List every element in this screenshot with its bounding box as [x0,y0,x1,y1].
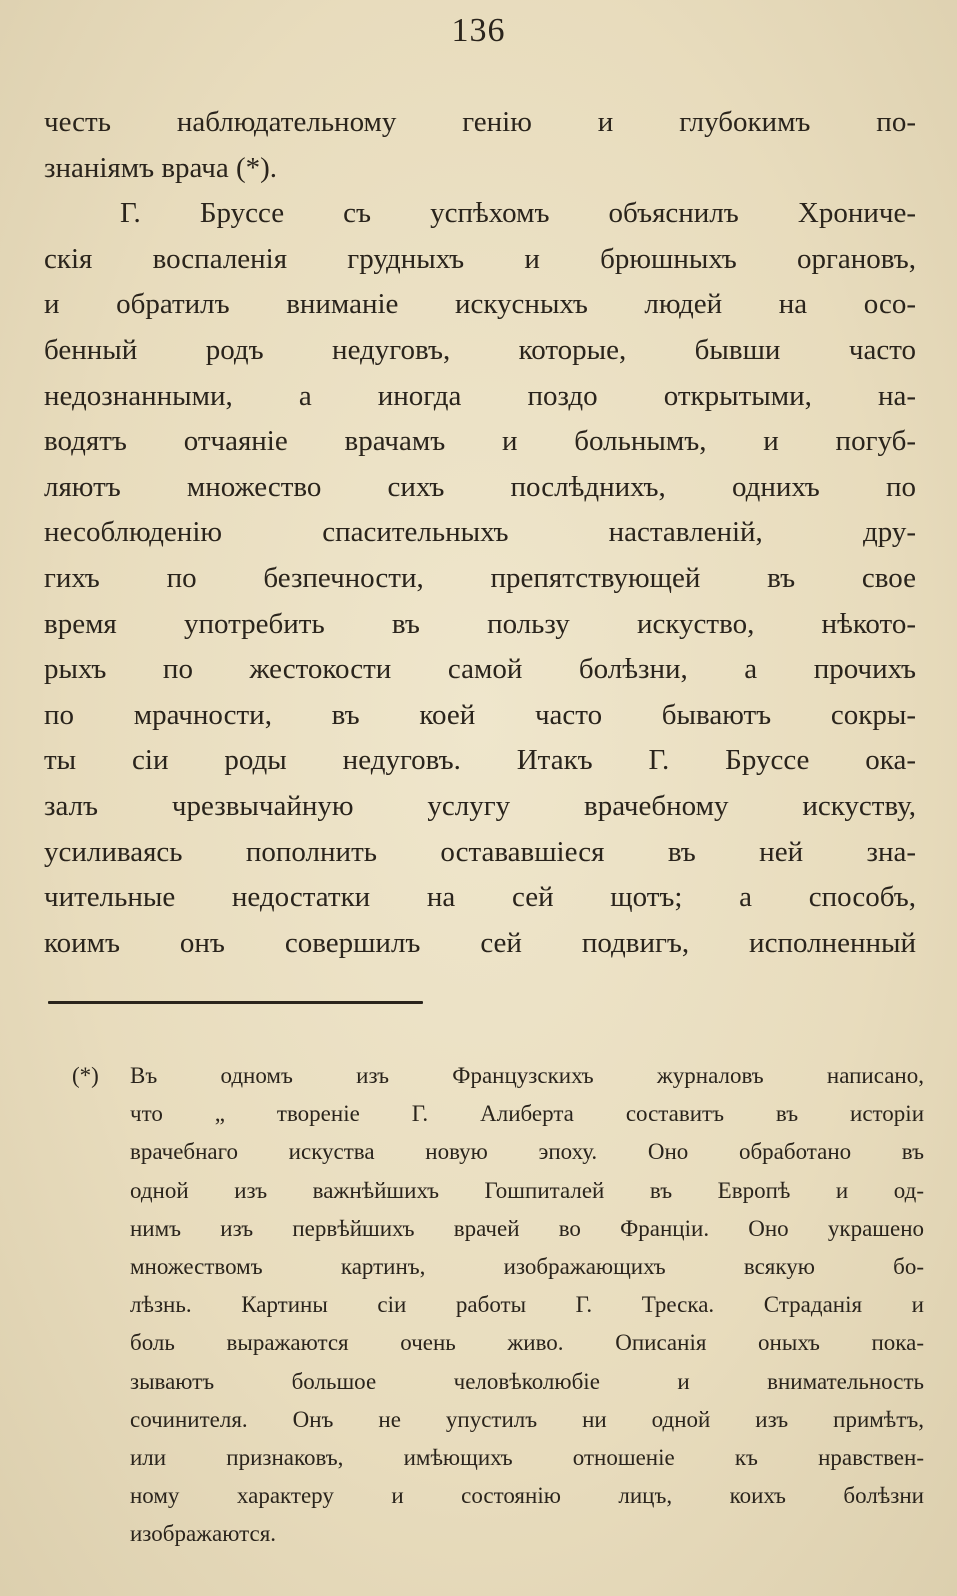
footnote-line: зываютъ большое человѣколюбіе и внимательность [130,1368,924,1394]
body-line: и обратилъ вниманіе искусныхъ людей на осо- [44,288,916,321]
footnote-marker: (*) [72,1063,99,1088]
footnote-line: лѣзнь. Картины сіи работы Г. Треска. Страданія и [130,1292,924,1318]
footnote-line: сочинителя. Онъ не упустилъ ни одной изъ примѣтъ, [130,1406,924,1432]
footnote [72,1057,924,1553]
body-line: гихъ по безпечности, препятствующей въ свое [44,561,916,594]
footnote-line: ному характеру и состоянію лицъ, коихъ болѣзни [130,1483,924,1509]
body-line: бенный родъ недуговъ, которые, бывши часто [44,333,916,366]
body-line: ты сіи роды недуговъ. Итакъ Г. Бруссе ока- [44,744,916,777]
body-line: рыхъ по жестокости самой болѣзни, а прочихъ [44,653,916,686]
footnote-line [72,1057,924,1095]
footnote-line: врачебнаго искуства новую эпоху. Оно обработано въ [130,1139,924,1165]
footnote-divider [48,1001,423,1004]
footnote-line: или признаковъ, имѣющихъ отношеніе къ нравствен- [130,1444,924,1470]
footnote-line: что „ твореніе Г. Aлиберта составитъ въ исторіи [130,1101,924,1127]
footnote-line-text: Въ одномъ изъ Французскихъ журналовъ написано, [130,1063,924,1088]
body-text [44,100,916,966]
body-line: по мрачности, въ коей часто бываютъ сокры- [44,698,916,731]
footnote-line: нимъ изъ первѣйшихъ врачей во Франціи. Оно украшено [130,1215,924,1241]
body-line: водятъ отчаяніе врачамъ и больнымъ, и погуб- [44,425,916,458]
footnote-line: изображаются. [130,1521,277,1547]
body-line: несоблюденію спасительныхъ наставленій, дру- [44,516,916,549]
body-line: Г. Бруссе съ успѣхомъ объяснилъ Хрониче- [120,197,916,230]
body-line: время употребить въ пользу искуство, нѣкото- [44,607,916,640]
body-line: скія воспаленія грудныхъ и брюшныхъ органовъ, [44,242,916,275]
body-line: честь наблюдательному генію и глубокимъ по- [44,106,916,138]
page-number: 136 [451,12,506,49]
footnote-line: боль выражаются очень живо. Описанія оныхъ пока- [130,1330,924,1356]
body-line: усиливаясь пополнить остававшіеся въ ней зна- [44,835,916,868]
footnote-line: одной изъ важнѣйшихъ Гошпиталей въ Европѣ и од- [130,1177,924,1203]
body-line: коимъ онъ совершилъ сей подвигъ, исполненный [44,926,916,959]
body-line: залъ чрезвычайную услугу врачебному искуству, [44,789,916,822]
footnote-line: множествомъ картинъ, изображающихъ всякую бо- [130,1253,924,1279]
body-line: недознанными, а иногда поздо открытыми, на- [44,379,916,412]
body-line: ляютъ множество сихъ послѣднихъ, однихъ по [44,470,916,503]
body-line: знаніямъ врача (*). [44,151,278,184]
body-line: чительные недостатки на сей щотъ; а способъ, [44,881,916,914]
